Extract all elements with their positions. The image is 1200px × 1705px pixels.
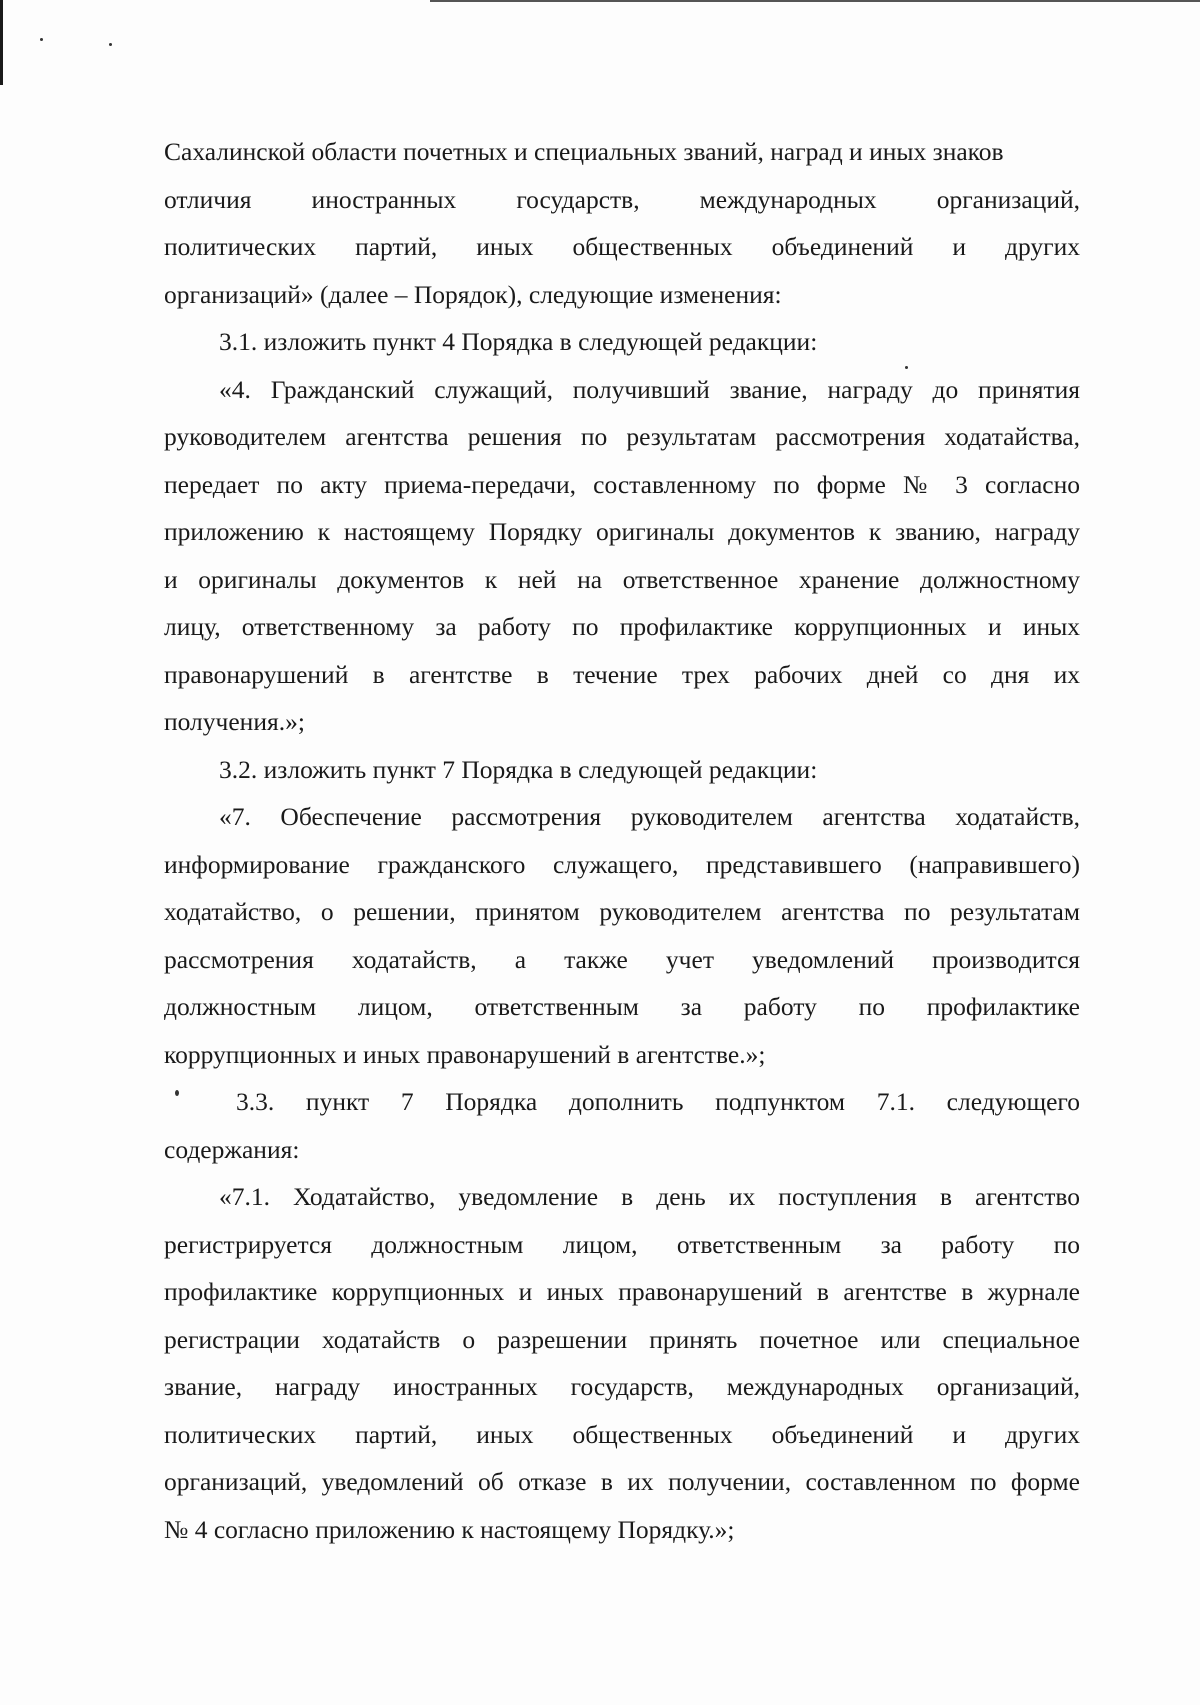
text-line: приложению к настоящему Порядку оригиналы документов к званию, награду — [164, 517, 1080, 546]
paragraph-intro — [164, 128, 1080, 318]
text-line: регистрируется должностным лицом, ответственным за работу по — [164, 1229, 1080, 1259]
text-line: № 4 согласно приложению к настоящему Порядку.»; — [164, 1514, 735, 1544]
paragraph-3-3 — [164, 1078, 1080, 1173]
text-line: политических партий, иных общественных объединений и других — [164, 1419, 1080, 1449]
text-line: и оригиналы документов к ней на ответственное хранение должностному — [164, 564, 1080, 594]
text-line: руководителем агентства решения по результатам рассмотрения ходатайства, — [164, 422, 1080, 451]
paragraph-item-7 — [164, 793, 1080, 1078]
text-line: политических партий, иных общественных объединений и других — [164, 232, 1080, 261]
text-line: «7.1. Ходатайство, уведомление в день их поступления в агентство — [219, 1182, 1080, 1211]
text-line: ходатайство, о решении, принятом руководителем агентства по результатам — [164, 897, 1080, 926]
document-body — [164, 128, 1080, 1553]
text-line: информирование гражданского служащего, представившего (направившего) — [164, 849, 1080, 879]
paragraph-item-7-1 — [164, 1173, 1080, 1553]
text-line: должностным лицом, ответственным за работу по профилактике — [164, 992, 1080, 1021]
text-line: организаций» (далее – Порядок), следующие изменения: — [164, 279, 782, 309]
text-line: регистрации ходатайств о разрешении принять почетное или специальное — [164, 1324, 1080, 1354]
text-line: 3.3. пункт 7 Порядка дополнить подпунктом 7.1. следующего — [236, 1087, 1080, 1116]
text-line: правонарушений в агентстве в течение трех рабочих дней со дня их — [164, 659, 1080, 689]
text-line: отличия иностранных государств, международных организаций, — [164, 184, 1080, 214]
text-line: профилактике коррупционных и иных правонарушений в агентстве в журнале — [164, 1277, 1080, 1306]
scan-speck — [109, 43, 112, 46]
text-line: «7. Обеспечение рассмотрения руководителем агентства ходатайств, — [219, 802, 1080, 831]
text-line: содержания: — [164, 1134, 300, 1164]
text-line: получения.»; — [164, 707, 305, 736]
scan-edge-top — [430, 0, 1200, 2]
text-line: «4. Гражданский служащий, получивший звание, награду до принятия — [219, 374, 1080, 404]
text-line: организаций, уведомлений об отказе в их получении, составленном по форме — [164, 1467, 1080, 1496]
text-line: рассмотрения ходатайств, а также учет уведомлений производится — [164, 944, 1080, 974]
paragraph-3-2 — [164, 746, 1080, 794]
text-line: коррупционных и иных правонарушений в агентстве.»; — [164, 1039, 766, 1069]
scan-speck — [40, 38, 43, 41]
paragraph-3-1 — [164, 318, 1080, 366]
text-line: звание, награду иностранных государств, международных организаций, — [164, 1372, 1080, 1401]
text-line: 3.1. изложить пункт 4 Порядка в следующей редакции: — [219, 327, 818, 356]
text-line: 3.2. изложить пункт 7 Порядка в следующей редакции: — [219, 754, 818, 784]
scan-edge-left — [0, 0, 3, 85]
paragraph-item-4 — [164, 366, 1080, 746]
text-line: лицу, ответственному за работу по профилактике коррупционных и иных — [164, 612, 1080, 641]
text-line: Сахалинской области почетных и специальных званий, наград и иных знаков — [164, 137, 1004, 166]
text-line: передает по акту приема-передачи, составленному по форме № 3 согласно — [164, 469, 1080, 499]
